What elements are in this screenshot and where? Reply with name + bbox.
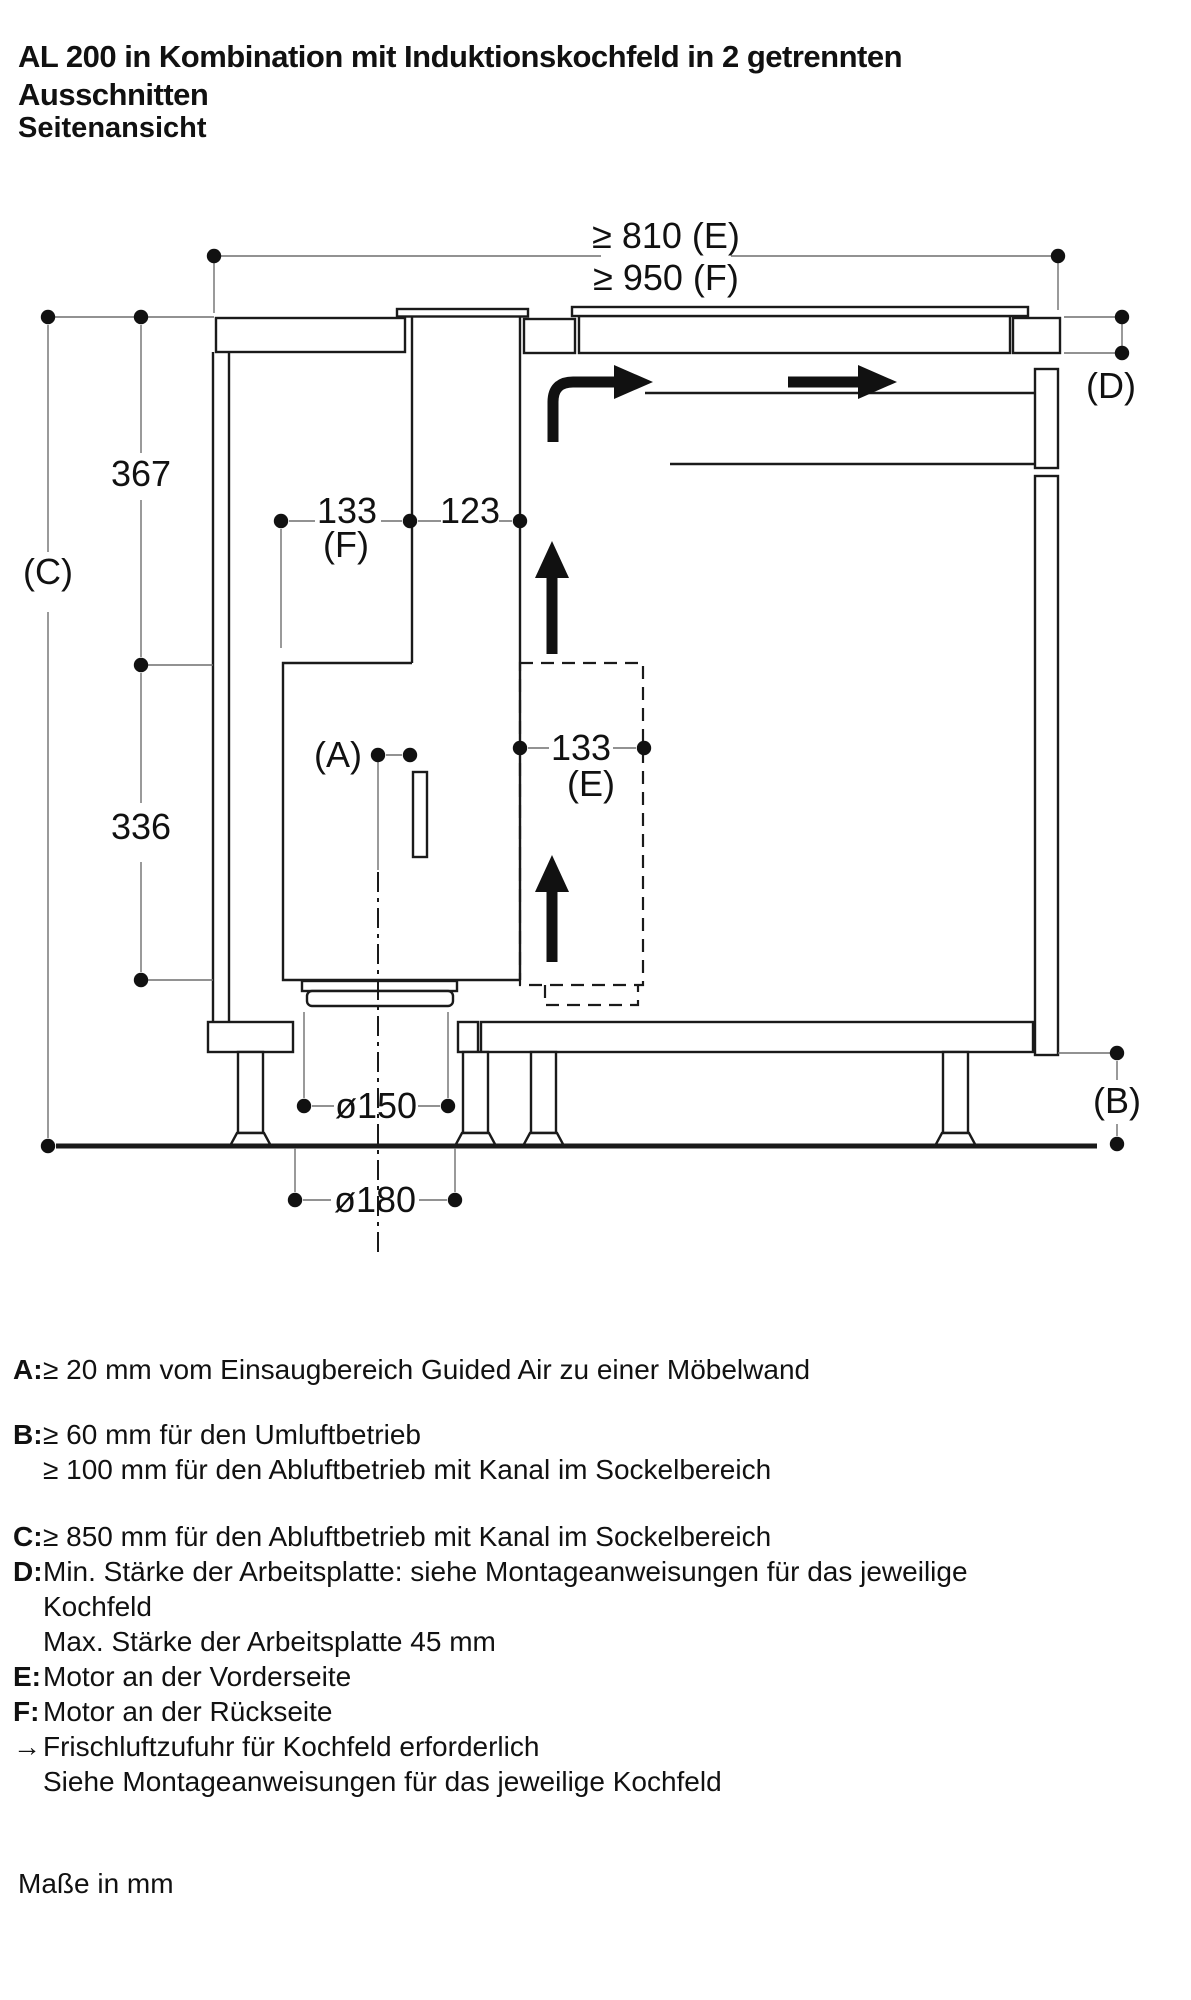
legend-text-e: Motor an der Vorderseite [43, 1661, 352, 1692]
ref-label-e: (E) [567, 763, 615, 804]
motor-box-rear [283, 663, 520, 980]
legend [13, 1352, 1183, 1799]
ref-label-c: (C) [23, 551, 73, 592]
legend-key-d: D: [13, 1556, 43, 1587]
legend-text-c: ≥ 850 mm für den Abluftbetrieb mit Kanal im Sockelbereich [43, 1521, 772, 1552]
legend-key-f: F: [13, 1696, 40, 1727]
dim-label-367: 367 [110, 453, 172, 494]
dim-label-950-f: ≥ 950 (F) [593, 257, 739, 298]
legend-item-a [13, 1352, 1183, 1387]
legend-text-d: Min. Stärke der Arbeitsplatte: siehe Montageanweisungen für das jeweilige [43, 1556, 968, 1587]
legend-text-d2: Kochfeld [43, 1591, 152, 1622]
dim-label-dia150: ø150 [334, 1085, 418, 1126]
airflow-up-arrow-upper-icon [535, 541, 569, 654]
units-note: Maße in mm [18, 1868, 174, 1899]
dim-label-123: 123 [439, 490, 501, 531]
legend-item-see-note [13, 1764, 1183, 1799]
legend-item-f [13, 1694, 1183, 1729]
airflow-curved-arrow-icon [553, 365, 653, 442]
title-line-2: Ausschnitten [18, 77, 209, 112]
legend-item-d [13, 1554, 1183, 1589]
plinth-sections [208, 1022, 1033, 1052]
dim-label-133-f: 133 [316, 490, 378, 531]
legend-text-see-note: Siehe Montageanweisungen für das jeweilige Kochfeld [43, 1766, 722, 1797]
legend-text-a: ≥ 20 mm vom Einsaugbereich Guided Air zu einer Möbelwand [43, 1354, 811, 1385]
dim-label-336: 336 [110, 806, 172, 847]
legend-key-e: E: [13, 1661, 41, 1692]
dim-label-810-e: ≥ 810 (E) [592, 215, 740, 256]
ref-label-a: (A) [314, 734, 362, 775]
legend-text-fresh-air: Frischluftzufuhr für Kochfeld erforderlich [43, 1731, 540, 1762]
downdraft-duct [397, 309, 528, 980]
legend-item-c [13, 1519, 1183, 1554]
legend-item-fresh-air [13, 1729, 1183, 1764]
legend-item-d3 [13, 1624, 1183, 1659]
ref-label-d: (D) [1086, 365, 1136, 406]
motor-box-front-dashed [520, 663, 643, 1005]
legend-key-b: B: [13, 1419, 43, 1450]
view-subtitle: Seitenansicht [18, 112, 207, 144]
legend-item-d2 [13, 1589, 1183, 1624]
airflow-up-arrow-lower-icon [535, 855, 569, 962]
duct-transition-piece [302, 981, 457, 1006]
legend-item-b [13, 1417, 1183, 1452]
cabinet-side-panel [213, 352, 229, 1022]
legend-item-e [13, 1659, 1183, 1694]
legend-text-b2: ≥ 100 mm für den Abluftbetrieb mit Kanal im Sockelbereich [43, 1454, 772, 1485]
legend-text-d3: Max. Stärke der Arbeitsplatte 45 mm [43, 1626, 496, 1657]
legend-text-b: ≥ 60 mm für den Umluftbetrieb [43, 1419, 421, 1450]
dim-label-133-e: 133 [550, 727, 612, 768]
right-side-panel [1035, 369, 1058, 1055]
legend-key-a: A: [13, 1354, 43, 1385]
title-line-1: AL 200 in Kombination mit Induktionskochfeld in 2 getrennten [18, 39, 903, 74]
ref-label-b: (B) [1093, 1080, 1141, 1121]
fresh-air-arrow-icon: → [13, 1731, 41, 1762]
ref-label-f: (F) [323, 524, 369, 565]
induction-cooktop [572, 307, 1028, 353]
air-channel-lines [645, 393, 1035, 464]
legend-text-f: Motor an der Rückseite [43, 1696, 333, 1727]
legend-key-c: C: [13, 1521, 43, 1552]
legend-item-b2 [13, 1452, 1183, 1487]
dim-label-dia180: ø180 [333, 1179, 417, 1220]
